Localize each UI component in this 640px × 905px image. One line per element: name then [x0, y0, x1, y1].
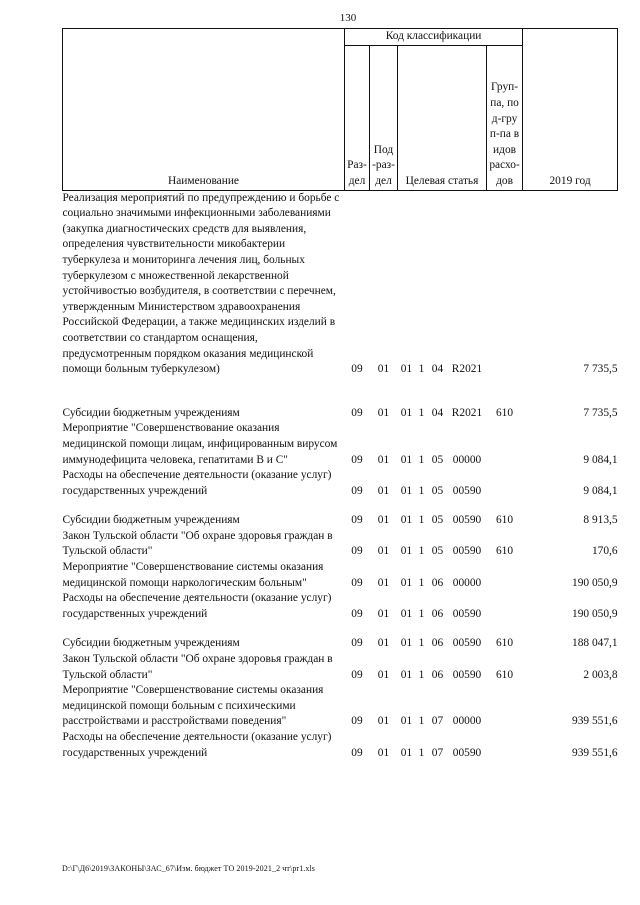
row-target-code: R2021: [451, 363, 483, 376]
row-target-program: 01: [400, 576, 413, 589]
row-target-code: 00590: [452, 545, 482, 558]
row-target-event: 05: [431, 545, 444, 558]
row-expense-group: [487, 190, 523, 378]
row-target-event: 07: [431, 715, 444, 728]
row-subsection: 01: [377, 406, 390, 419]
header-year: 2019 год: [523, 29, 618, 191]
row-target-code: 00590: [452, 484, 482, 497]
table-row: [63, 190, 618, 378]
row-name: Субсидии бюджетным учреждениям: [62, 406, 240, 419]
row-expense-group: [487, 468, 523, 499]
row-target-subprogram: 1: [418, 668, 425, 681]
row-target-subprogram: 1: [418, 453, 425, 466]
row-name: Мероприятие "Совершенствование системы оказания медицинской помощи больным с психическими расстройствами и расстройствами поведения": [62, 684, 324, 728]
budget-table: [62, 28, 618, 761]
row-target-code: 00590: [452, 668, 482, 681]
footer-file-path: D:\Г\Д6\2019\ЗАКОНЫ\ЗАС_67\Изм. бюджет ТО 2019-2021_2 чт\pr1.xls: [62, 864, 316, 873]
row-subsection: 01: [377, 484, 390, 497]
table-row: [63, 730, 618, 761]
row-expense-group: 610: [495, 406, 514, 419]
table-row: [63, 421, 618, 468]
table-row: [63, 529, 618, 560]
row-target-program: 01: [400, 406, 413, 419]
row-section: 09: [351, 453, 363, 466]
row-subsection: 01: [377, 545, 390, 558]
row-target-code: 00590: [452, 514, 482, 527]
row-name: Субсидии бюджетным учреждениям: [62, 637, 240, 650]
row-target-subprogram: 1: [418, 406, 425, 419]
header-name: Наименование: [63, 29, 345, 191]
row-target-program: 01: [400, 607, 413, 620]
table-row: [63, 513, 618, 529]
row-target-program: 01: [400, 514, 413, 527]
row-amount: 2 003,8: [583, 668, 618, 681]
row-subsection: 01: [377, 715, 390, 728]
row-name: Мероприятие "Совершенствование оказания медицинской помощи лицам, инфицированным вирусом иммунодефицита человека, гепатитами В и С": [62, 422, 338, 466]
row-subsection: 01: [377, 363, 390, 376]
row-amount: 7 735,5: [583, 363, 618, 376]
row-target-subprogram: 1: [418, 363, 425, 376]
row-target-event: 05: [431, 514, 444, 527]
row-target-event: 04: [431, 363, 444, 376]
row-section: 09: [351, 484, 363, 497]
row-target-subprogram: 1: [418, 607, 425, 620]
row-amount: 939 551,6: [572, 715, 618, 728]
row-section: 09: [351, 746, 363, 759]
row-target-program: 01: [400, 484, 413, 497]
row-target-subprogram: 1: [418, 545, 425, 558]
row-section: 09: [351, 406, 363, 419]
row-expense-group: 610: [495, 668, 514, 681]
header-expense-group: Груп-па, под-груп-па видов расхо-дов: [487, 45, 523, 190]
row-subsection: 01: [377, 637, 390, 650]
header-section: Раз-дел: [345, 45, 370, 190]
row-amount: 9 084,1: [583, 453, 618, 466]
row-section: 09: [351, 715, 363, 728]
row-target-program: 01: [400, 637, 413, 650]
row-amount: 8 913,5: [583, 514, 618, 527]
row-amount: 188 047,1: [572, 637, 618, 650]
header-subsection: Под-раз-дел: [370, 45, 398, 190]
header-target: Целевая статья: [398, 45, 487, 190]
row-name: Расходы на обеспечение деятельности (оказание услуг) государственных учреждений: [62, 731, 332, 759]
row-name: Субсидии бюджетным учреждениям: [62, 514, 240, 527]
row-name: Закон Тульской области "Об охране здоровья граждан в Тульской области": [62, 529, 333, 558]
row-section: 09: [351, 545, 363, 558]
row-amount: 190 050,9: [572, 607, 618, 620]
row-target-program: 01: [400, 668, 413, 681]
row-subsection: 01: [377, 746, 390, 759]
row-target-event: 06: [431, 576, 444, 589]
row-subsection: 01: [377, 668, 390, 681]
row-target-code: 00590: [452, 746, 482, 759]
row-target-code: 00000: [452, 715, 482, 728]
table-row: [63, 652, 618, 683]
row-expense-group: 610: [495, 545, 514, 558]
row-expense-group: [487, 683, 523, 730]
row-amount: 170,6: [591, 545, 618, 558]
row-target-event: 05: [431, 453, 444, 466]
row-target-program: 01: [400, 363, 413, 376]
table-row: [63, 560, 618, 591]
row-target-event: 06: [431, 637, 444, 650]
header-classification: Код классификации: [345, 29, 523, 46]
row-expense-group: [487, 730, 523, 761]
table-row: [63, 468, 618, 499]
row-amount: 190 050,9: [572, 576, 618, 589]
row-name: Расходы на обеспечение деятельности (оказание услуг) государственных учреждений: [62, 469, 332, 497]
row-expense-group: 610: [495, 637, 514, 650]
row-expense-group: [487, 560, 523, 591]
row-name: Реализация мероприятий по предупреждению и борьбе с социально значимыми инфекционными заболеваниями (закупка диагностических средств для выявления, определения чувствительности микобактерии туберкулеза и мониторинга лечения лиц, больных туберкулезом с множественной лекарственной устойчивостью возбудителя, в соответствии с перечнем, утвержденным Министерством здравоохранения Российской Федерации, а также медицинских изделий в соответствии со стандартом оснащения, предусмотренным порядком оказания медицинской помощи больным туберкулезом): [62, 191, 340, 376]
row-target-program: 01: [400, 545, 413, 558]
row-target-program: 01: [400, 746, 413, 759]
row-target-program: 01: [400, 715, 413, 728]
row-section: 09: [351, 576, 363, 589]
row-target-subprogram: 1: [418, 514, 425, 527]
page-number: 130: [339, 12, 357, 24]
row-target-code: 00000: [452, 576, 482, 589]
row-subsection: 01: [377, 514, 390, 527]
row-target-subprogram: 1: [418, 637, 425, 650]
row-amount: 7 735,5: [583, 406, 618, 419]
row-target-event: 04: [431, 406, 444, 419]
table-row: [63, 591, 618, 622]
row-target-subprogram: 1: [418, 715, 425, 728]
row-expense-group: 610: [495, 514, 514, 527]
table-row: [63, 406, 618, 422]
row-section: 09: [351, 514, 363, 527]
row-amount: 939 551,6: [572, 746, 618, 759]
row-name: Закон Тульской области "Об охране здоровья граждан в Тульской области": [62, 653, 333, 681]
row-target-code: 00590: [452, 607, 482, 620]
row-target-event: 05: [431, 484, 444, 497]
table-row: [63, 636, 618, 652]
table-row: [63, 683, 618, 730]
row-target-subprogram: 1: [418, 576, 425, 589]
row-section: 09: [351, 637, 363, 650]
row-subsection: 01: [377, 453, 390, 466]
row-subsection: 01: [377, 576, 390, 589]
row-section: 09: [351, 668, 363, 681]
row-target-code: 00590: [452, 637, 482, 650]
row-expense-group: [487, 591, 523, 622]
row-name: Мероприятие "Совершенствование системы оказания медицинской помощи наркологическим больным": [62, 561, 324, 589]
row-target-event: 06: [431, 607, 444, 620]
row-section: 09: [351, 607, 363, 620]
row-subsection: 01: [377, 607, 390, 620]
row-target-code: 00000: [452, 453, 482, 466]
row-target-event: 07: [431, 746, 444, 759]
row-amount: 9 084,1: [583, 484, 618, 497]
row-target-code: R2021: [451, 406, 483, 419]
row-name: Расходы на обеспечение деятельности (оказание услуг) государственных учреждений: [62, 592, 332, 620]
row-target-subprogram: 1: [418, 746, 425, 759]
row-target-event: 06: [431, 668, 444, 681]
row-section: 09: [351, 363, 363, 376]
row-target-subprogram: 1: [418, 484, 425, 497]
row-target-program: 01: [400, 453, 413, 466]
row-expense-group: [487, 421, 523, 468]
